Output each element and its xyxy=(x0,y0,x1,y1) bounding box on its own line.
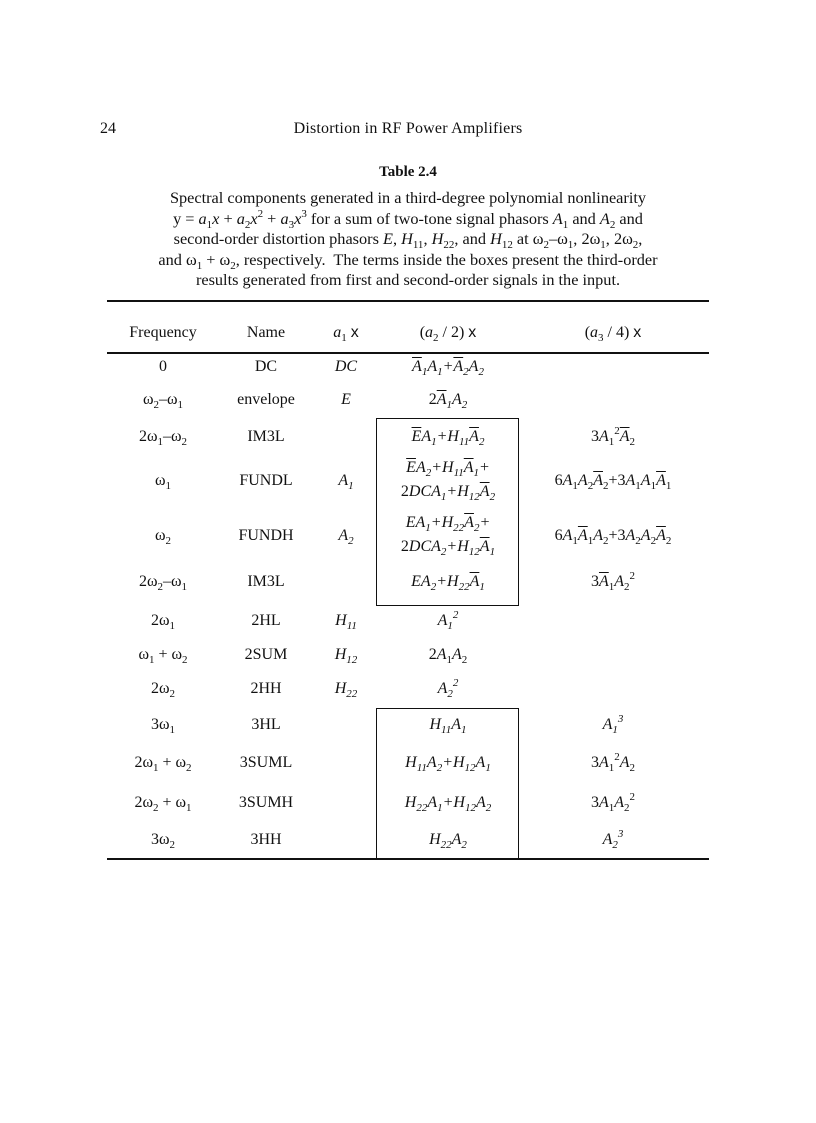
row-7-a2: $2A_1A_2$ xyxy=(428,646,468,666)
row-7-a1: $H_{12}$ xyxy=(334,646,358,666)
row-8-name: 2HH xyxy=(250,680,282,697)
row-0-frequency: 0 xyxy=(159,358,167,375)
row-8-frequency: $2\omega_2$ xyxy=(150,680,176,700)
row-7-frequency: $\omega_1 + \omega_2$ xyxy=(138,646,188,666)
header-a2: $(a_2 / 2)$ x xyxy=(419,324,477,344)
row-3-a2: $\overline{E}A_2+H_{11}\overline{A}_1+$ $2DCA_1+H_{12}\overline{A}_2$ xyxy=(400,459,496,503)
row-12-name: 3HH xyxy=(250,831,282,848)
row-1-a1: E xyxy=(341,391,351,408)
row-0-a1: DC xyxy=(334,358,358,375)
row-6-a2: $A_1^2$ xyxy=(437,609,459,632)
row-9-a2: $H_{11}A_1$ xyxy=(429,716,467,736)
row-11-a3: $3A_1A_2^2$ xyxy=(590,791,636,814)
row-8-a1: $H_{22}$ xyxy=(334,680,358,700)
row-4-a1: $A_2$ xyxy=(338,527,354,547)
row-12-a2: $H_{22}A_2$ xyxy=(429,831,467,851)
row-5-a3: $3\overline{A}_1A_2^2$ xyxy=(590,570,636,593)
row-9-a3: $A_1^3$ xyxy=(602,713,624,736)
caption-line: Spectral components generated in a third-degree polynomial nonlinearity xyxy=(169,188,647,207)
row-1-a2: $2\overline{A}_1A_2$ xyxy=(428,391,468,411)
row-3-a1: $A_1$ xyxy=(338,472,354,492)
row-9-frequency: $3\omega_1$ xyxy=(150,716,176,736)
row-4-frequency: $\omega_2$ xyxy=(154,527,172,547)
table-title: Table 2.4 xyxy=(379,164,437,180)
row-0-a2: $\overline{A}_1A_1+\overline{A}_2A_2$ xyxy=(412,358,484,378)
row-10-name: 3SUML xyxy=(239,754,293,771)
row-7-name: 2SUM xyxy=(244,646,288,663)
running-head: Distortion in RF Power Amplifiers xyxy=(293,120,523,137)
row-6-frequency: $2\omega_1$ xyxy=(150,612,176,632)
caption-line: and $\omega_1 + \omega_2$, respectively. The terms inside the boxes present the third-order xyxy=(158,249,658,272)
row-12-frequency: $3\omega_2$ xyxy=(150,831,176,851)
row-11-name: 3SUMH xyxy=(238,794,294,811)
row-4-name: FUNDH xyxy=(238,527,294,544)
row-5-frequency: $2\omega_2-\omega_1$ xyxy=(138,573,188,593)
header-a3: $(a_3 / 4)$ x xyxy=(584,324,642,344)
row-2-a3: $3A_1^2\overline{A}_2$ xyxy=(590,425,636,448)
row-0-name: DC xyxy=(254,358,278,375)
row-10-a2: $H_{11}A_2+H_{12}A_1$ xyxy=(405,754,491,774)
row-3-frequency: $\omega_1$ xyxy=(154,472,172,492)
row-6-name: 2HL xyxy=(251,612,281,629)
caption-line: $y = a_1x + a_2x^2 + a_3x^3$ for a sum of two-tone signal phasors $A_1$ and $A_2$ and xyxy=(173,207,643,231)
header-frequency: Frequency xyxy=(129,324,197,341)
caption-line: results generated from first and second-order signals in the input. xyxy=(195,270,621,289)
page-number: 24 xyxy=(100,120,116,137)
row-1-name: envelope xyxy=(237,391,295,408)
header-rule xyxy=(107,352,709,354)
row-5-a2: $EA_2+H_{22}\overline{A}_1$ xyxy=(411,573,485,593)
header-a1: $a_1$ x xyxy=(333,324,359,344)
row-11-frequency: $2\omega_2 + \omega_1$ xyxy=(134,794,192,814)
row-10-a3: $3A_1^2A_2$ xyxy=(590,751,636,774)
row-4-a3: $6A_1\overline{A}_1A_2+3A_2A_2\overline{A}_2$ xyxy=(554,527,672,547)
row-2-frequency: $2\omega_1-\omega_2$ xyxy=(138,428,188,448)
row-12-a3: $A_2^3$ xyxy=(602,828,624,851)
header-name: Name xyxy=(246,324,286,341)
row-3-a3: $6A_1A_2\overline{A}_2+3A_1A_1\overline{A}_1$ xyxy=(554,472,672,492)
row-5-name: IM3L xyxy=(247,573,285,590)
row-4-a2: $EA_1+H_{22}\overline{A}_2+$ $2DCA_2+H_{12}\overline{A}_1$ xyxy=(400,514,496,558)
row-8-a2: $A_2^2$ xyxy=(437,677,459,700)
row-1-frequency: $\omega_2-\omega_1$ xyxy=(142,391,184,411)
row-9-name: 3HL xyxy=(251,716,281,733)
caption-line: second-order distortion phasors E, $H_{11}$, $H_{22}$, and $H_{12}$ at $\omega_2-\omega_1$, $2\omega_1$, $2\omega_2$, xyxy=(173,229,643,251)
row-2-a2: $\overline{E}A_1+H_{11}\overline{A}_2$ xyxy=(411,428,485,448)
table-bottom-rule xyxy=(107,858,709,860)
row-2-name: IM3L xyxy=(247,428,285,445)
row-10-frequency: $2\omega_1 + \omega_2$ xyxy=(134,754,192,774)
table-top-rule xyxy=(107,300,709,302)
row-3-name: FUNDL xyxy=(239,472,293,489)
row-6-a1: $H_{11}$ xyxy=(335,612,357,632)
row-11-a2: $H_{22}A_1+H_{12}A_2$ xyxy=(404,794,492,814)
